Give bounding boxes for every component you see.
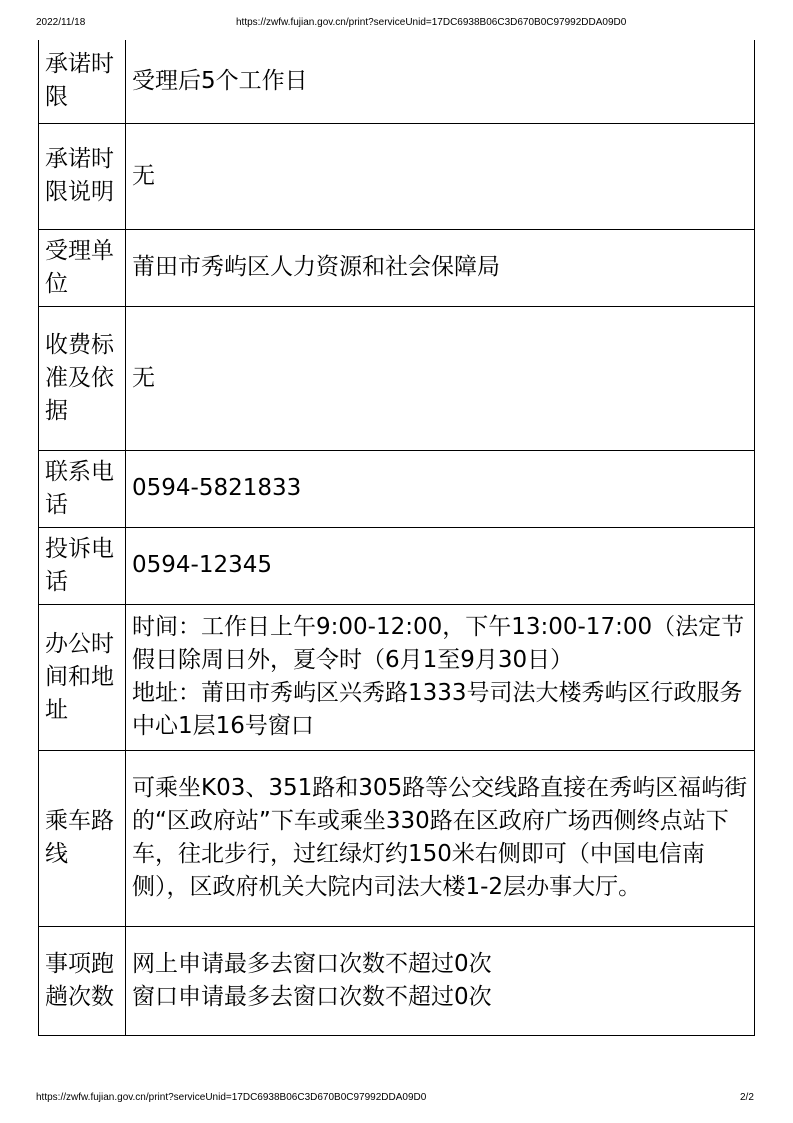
page-number: 2/2 bbox=[740, 1092, 754, 1103]
value-line: 可乘坐K03、351路和305路等公交线路直接在秀屿区福屿街的“区政府站”下车或乘坐330路在区政府广场西侧终点站下车，往北步行，过红绿灯约150米右侧即可（中国电信南侧），区政府机关大院内司法大楼1-2层办事大厅。 bbox=[132, 775, 748, 900]
value-line: 受理后5个工作日 bbox=[132, 67, 308, 94]
row-label: 乘车路线 bbox=[39, 750, 126, 926]
value-line: 莆田市秀屿区人力资源和社会保障局 bbox=[132, 254, 500, 280]
table-row bbox=[39, 604, 755, 750]
row-value bbox=[126, 750, 755, 926]
row-value bbox=[126, 40, 755, 123]
row-value bbox=[126, 123, 755, 229]
row-value bbox=[126, 604, 755, 750]
footer-url: https://zwfw.fujian.gov.cn/print?serviceUnid=17DC6938B06C3D670B0C97992DDA09D0 bbox=[36, 1092, 427, 1103]
row-value bbox=[126, 229, 755, 306]
table-row bbox=[39, 229, 755, 306]
value-line: 网上申请最多去窗口次数不超过0次 bbox=[132, 950, 492, 977]
value-line: 时间：工作日上午9:00-12:00，下午13:00-17:00（法定节假日除周日外，夏令时（6月1至9月30日） bbox=[132, 614, 745, 673]
row-label: 投诉电话 bbox=[39, 527, 126, 604]
table-row bbox=[39, 123, 755, 229]
table-row bbox=[39, 306, 755, 450]
table-row bbox=[39, 527, 755, 604]
table-row bbox=[39, 750, 755, 926]
row-value bbox=[126, 306, 755, 450]
value-line: 窗口申请最多去窗口次数不超过0次 bbox=[132, 983, 492, 1010]
row-label: 办公时间和地址 bbox=[39, 604, 126, 750]
value-line: 无 bbox=[132, 364, 155, 391]
row-value bbox=[126, 450, 755, 527]
row-value bbox=[126, 926, 755, 1035]
value-line: 0594-12345 bbox=[132, 552, 272, 578]
table-row bbox=[39, 926, 755, 1035]
value-line: 无 bbox=[132, 162, 155, 189]
row-label: 承诺时限 bbox=[39, 40, 126, 123]
row-label: 联系电话 bbox=[39, 450, 126, 527]
row-label: 承诺时限说明 bbox=[39, 123, 126, 229]
row-label: 事项跑趟次数 bbox=[39, 926, 126, 1035]
service-info-table bbox=[38, 40, 755, 1036]
value-line: 0594-5821833 bbox=[132, 475, 302, 501]
row-value bbox=[126, 527, 755, 604]
print-url: https://zwfw.fujian.gov.cn/print?serviceUnid=17DC6938B06C3D670B0C97992DDA09D0 bbox=[236, 17, 627, 28]
table-row bbox=[39, 40, 755, 123]
print-date: 2022/11/18 bbox=[36, 17, 86, 28]
row-label: 受理单位 bbox=[39, 229, 126, 306]
value-line: 地址：莆田市秀屿区兴秀路1333号司法大楼秀屿区行政服务中心1层16号窗口 bbox=[132, 680, 743, 739]
table-row bbox=[39, 450, 755, 527]
row-label: 收费标准及依据 bbox=[39, 306, 126, 450]
